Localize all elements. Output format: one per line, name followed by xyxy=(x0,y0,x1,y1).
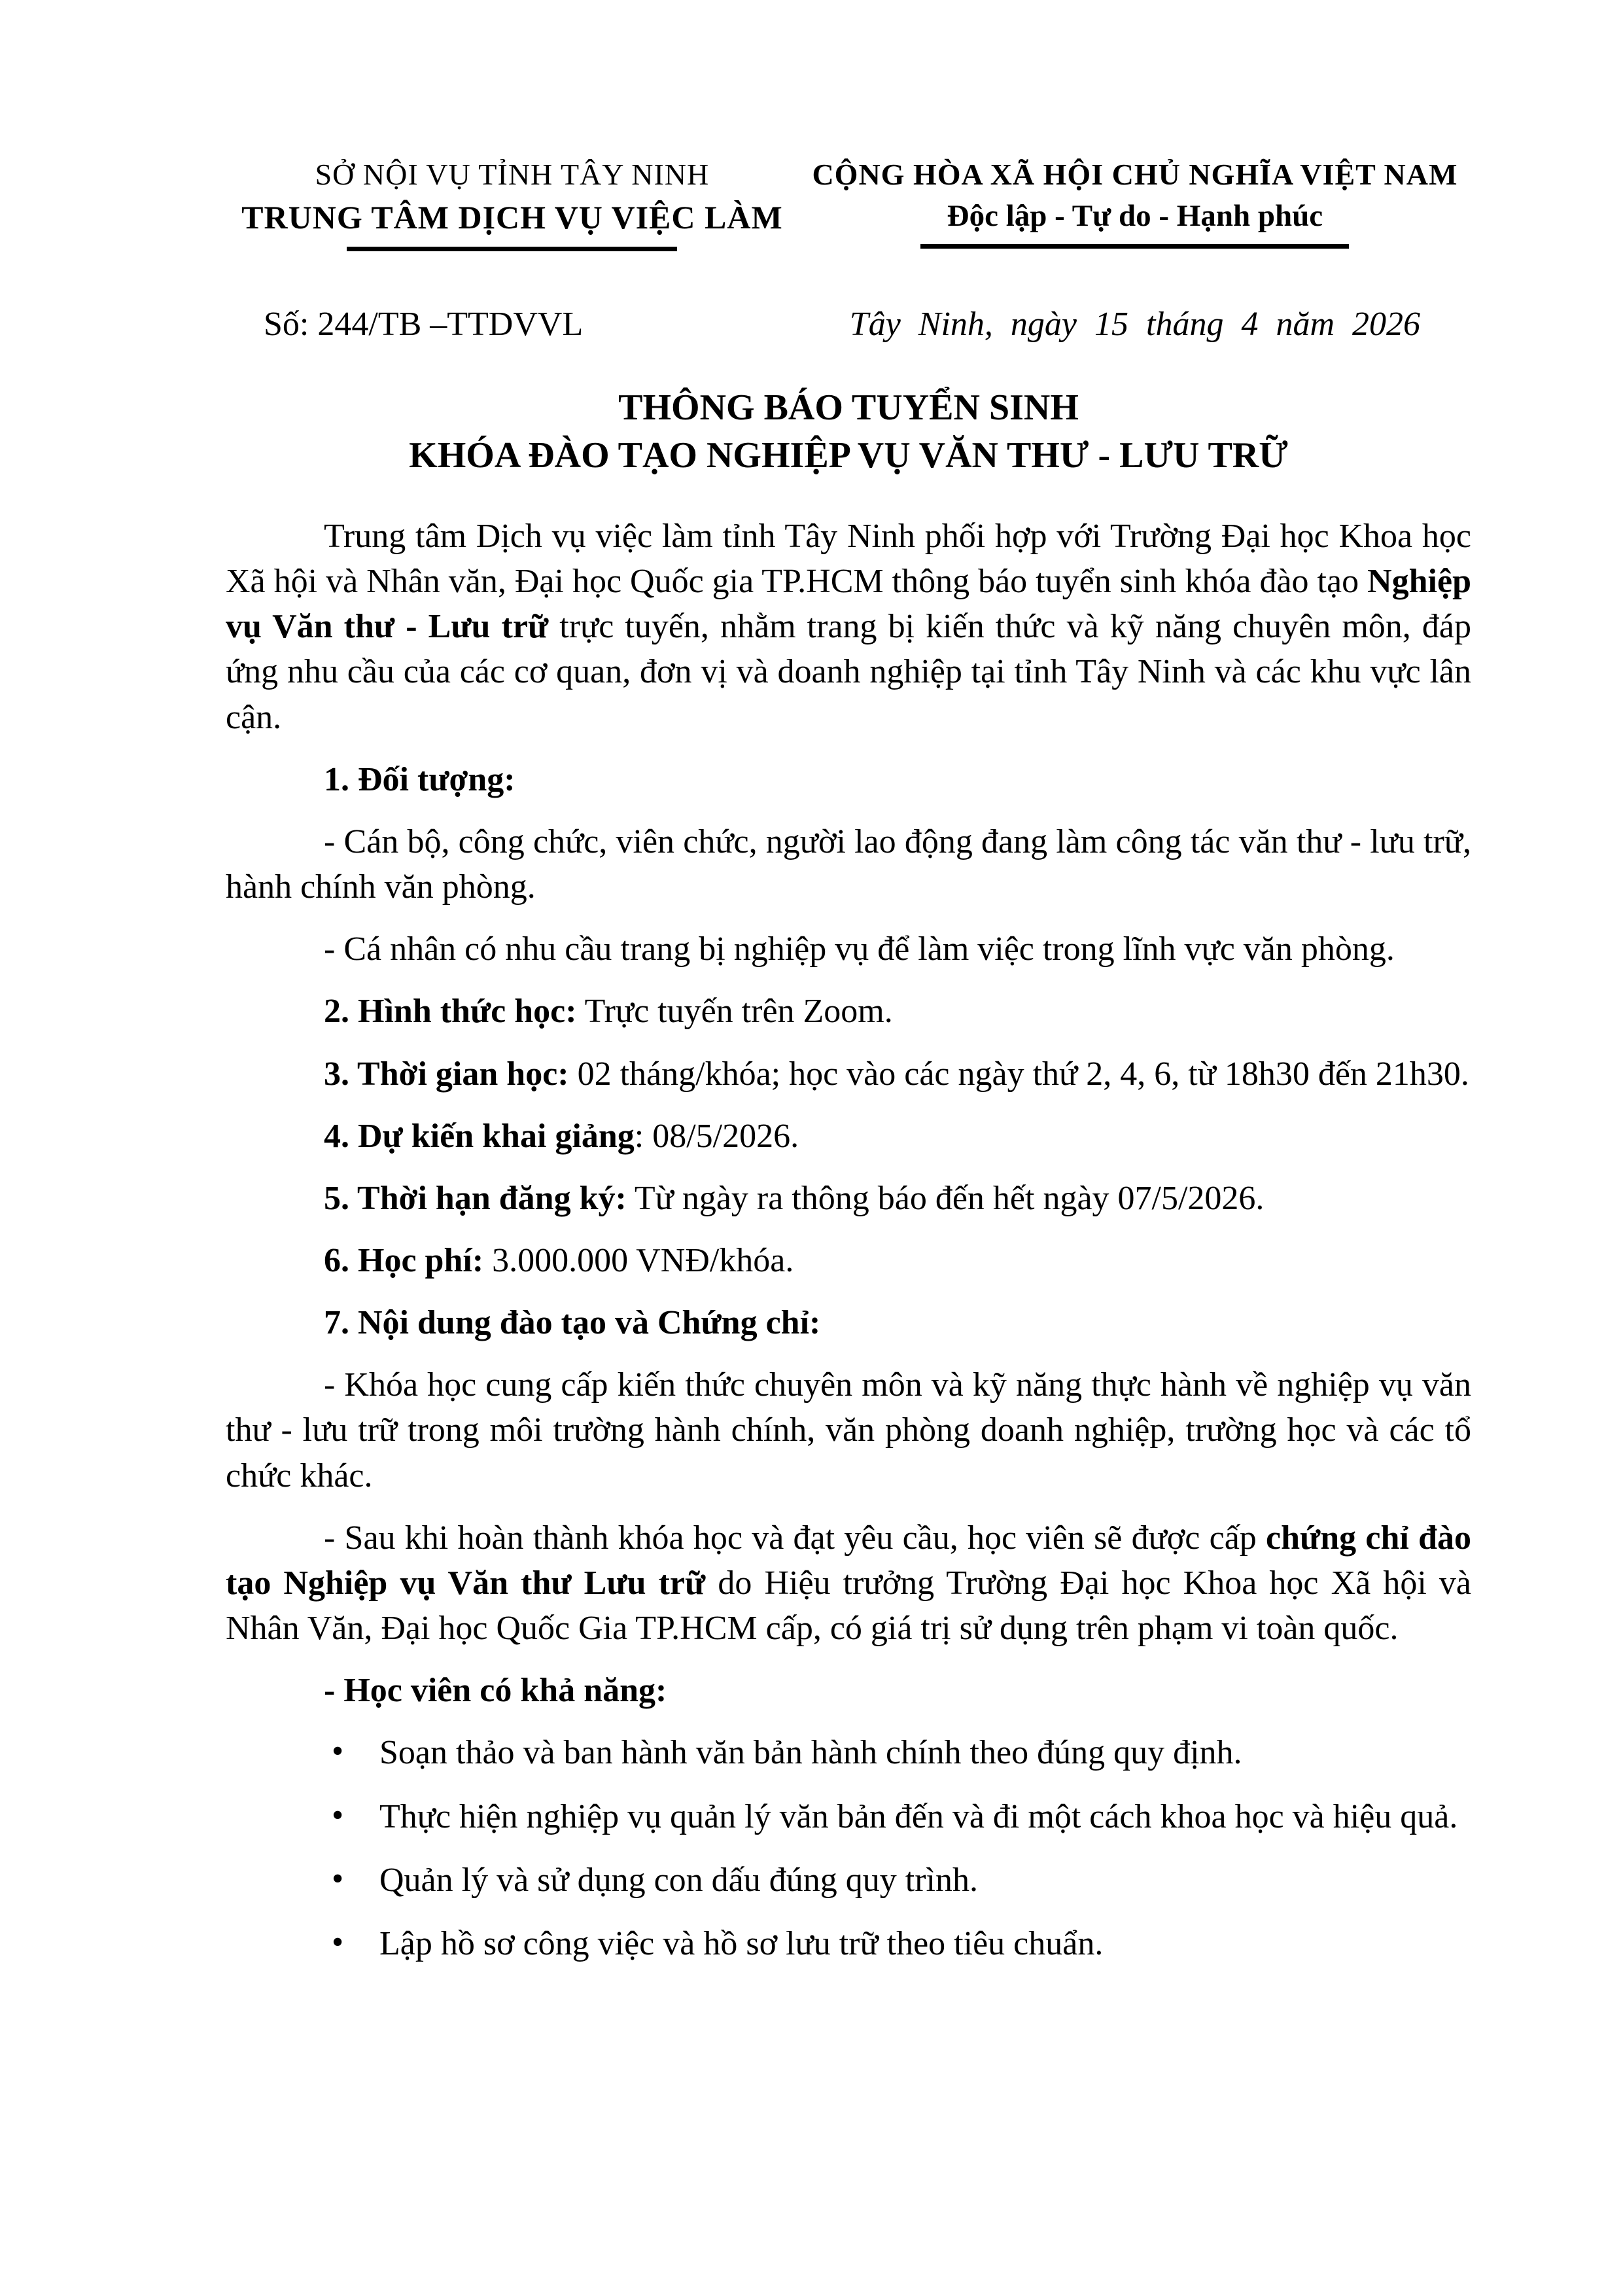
section-4-line xyxy=(226,1114,1471,1159)
list-item xyxy=(226,1794,1471,1839)
section-5-label: 5. Thời hạn đăng ký: xyxy=(324,1179,627,1217)
certificate-name: chứng chỉ đào tạo Nghiệp vụ Văn thư Lưu trữ xyxy=(226,1519,1471,1602)
section-4-text: : 08/5/2026. xyxy=(634,1117,799,1155)
list-item xyxy=(226,1730,1471,1775)
section-7-para-2-pre: - Sau khi hoàn thành khóa học và đạt yêu cầu, học viên sẽ được cấp xyxy=(324,1519,1266,1557)
doc-body xyxy=(226,514,1471,1966)
list-item xyxy=(226,1921,1471,1966)
section-1-item-1: - Cán bộ, công chức, viên chức, người lao động đang làm công tác văn thư - lưu trữ, hành chính văn phòng. xyxy=(226,822,1471,906)
national-header: CỘNG HÒA XÃ HỘI CHỦ NGHĨA VIỆT NAM xyxy=(812,158,1458,191)
bullet-icon: • xyxy=(332,1733,344,1771)
bullet-icon: • xyxy=(332,1796,344,1834)
doc-title-line1: THÔNG BÁO TUYỂN SINH xyxy=(618,387,1079,429)
parent-org-name: SỞ NỘI VỤ TỈNH TÂY NINH xyxy=(315,158,710,191)
intro-course-name: Nghiệp vụ Văn thư - Lưu trữ xyxy=(226,563,1471,646)
intro-text-post: trực tuyến, nhằm trang bị kiến thức và kỹ năng chuyên môn, đáp ứng nhu cầu của các cơ quan, đơn vị và doanh nghiệp tại tỉnh Tây Ninh và các khu vực lân cận. xyxy=(226,608,1471,736)
list-item-text: Thực hiện nghiệp vụ quản lý văn bản đến và đi một cách khoa học và hiệu quả. xyxy=(379,1797,1458,1835)
capabilities-heading: - Học viên có khả năng: xyxy=(324,1672,667,1710)
section-6-text: 3.000.000 VNĐ/khóa. xyxy=(483,1242,794,1280)
bullet-icon: • xyxy=(332,1923,344,1961)
section-6-label: 6. Học phí: xyxy=(324,1242,484,1280)
doc-number: Số: 244/TB –TTDVVL xyxy=(264,306,584,344)
section-7-para-1: - Khóa học cung cấp kiến thức chuyên môn và kỹ năng thực hành về nghiệp vụ văn thư - lưu trữ trong môi trường hành chính, văn phòng doanh nghiệp, trường học và các tổ chức khác. xyxy=(226,1366,1471,1494)
issuing-org-block xyxy=(226,154,799,251)
doc-title-line2: KHÓA ĐÀO TẠO NGHIỆP VỤ VĂN THƯ - LƯU TRỮ xyxy=(409,435,1288,476)
national-motto: Độc lập - Tự do - Hạnh phúc xyxy=(947,199,1323,234)
section-2-text: Trực tuyến trên Zoom. xyxy=(576,993,893,1031)
intro-paragraph xyxy=(226,514,1471,740)
section-7-para-2-post: do Hiệu trưởng Trường Đại học Khoa học Xã hội và Nhân Văn, Đại học Quốc Gia TP.HCM cấp, có giá trị sử dụng trên phạm vi toàn quốc. xyxy=(226,1564,1471,1648)
bullet-icon: • xyxy=(332,1860,344,1898)
section-6-line xyxy=(226,1238,1471,1283)
list-item xyxy=(226,1858,1471,1903)
list-item-text: Lập hồ sơ công việc và hồ sơ lưu trữ theo tiêu chuẩn. xyxy=(379,1924,1104,1962)
section-1-item-2: - Cá nhân có nhu cầu trang bị nghiệp vụ để làm việc trong lĩnh vực văn phòng. xyxy=(324,930,1395,968)
capability-list xyxy=(226,1730,1471,1966)
section-4-label: 4. Dự kiến khai giảng xyxy=(324,1117,635,1155)
org-name-underline xyxy=(347,247,677,251)
doc-meta-row xyxy=(226,305,1471,344)
motto-underline xyxy=(920,244,1349,249)
list-item-text: Quản lý và sử dụng con dấu đúng quy trình. xyxy=(379,1861,978,1899)
section-5-text: Từ ngày ra thông báo đến hết ngày 07/5/2026. xyxy=(626,1179,1265,1217)
document-header xyxy=(226,154,1471,251)
section-1-heading: 1. Đối tượng: xyxy=(324,760,515,798)
section-3-label: 3. Thời gian học: xyxy=(324,1055,569,1093)
doc-title xyxy=(226,384,1471,480)
national-motto-block xyxy=(799,154,1471,251)
section-2-label: 2. Hình thức học: xyxy=(324,993,577,1031)
section-2-line xyxy=(226,989,1471,1034)
section-7-para-2 xyxy=(226,1515,1471,1651)
section-5-line xyxy=(226,1176,1471,1221)
section-7-heading: 7. Nội dung đào tạo và Chứng chỉ: xyxy=(324,1304,821,1342)
intro-text-pre: Trung tâm Dịch vụ việc làm tỉnh Tây Ninh phối hợp với Trường Đại học Khoa học Xã hội và Nhân văn, Đại học Quốc gia TP.HCM thông báo tuyển sinh khóa đào tạo xyxy=(226,517,1471,601)
org-name: TRUNG TÂM DỊCH VỤ VIỆC LÀM xyxy=(241,199,783,236)
list-item-text: Soạn thảo và ban hành văn bản hành chính theo đúng quy định. xyxy=(379,1734,1242,1772)
section-3-line xyxy=(226,1051,1471,1097)
place-date-line: Tây Ninh, ngày 15 tháng 4 năm 2026 xyxy=(849,306,1421,344)
section-3-text: 02 tháng/khóa; học vào các ngày thứ 2, 4, 6, từ 18h30 đến 21h30. xyxy=(568,1055,1469,1093)
